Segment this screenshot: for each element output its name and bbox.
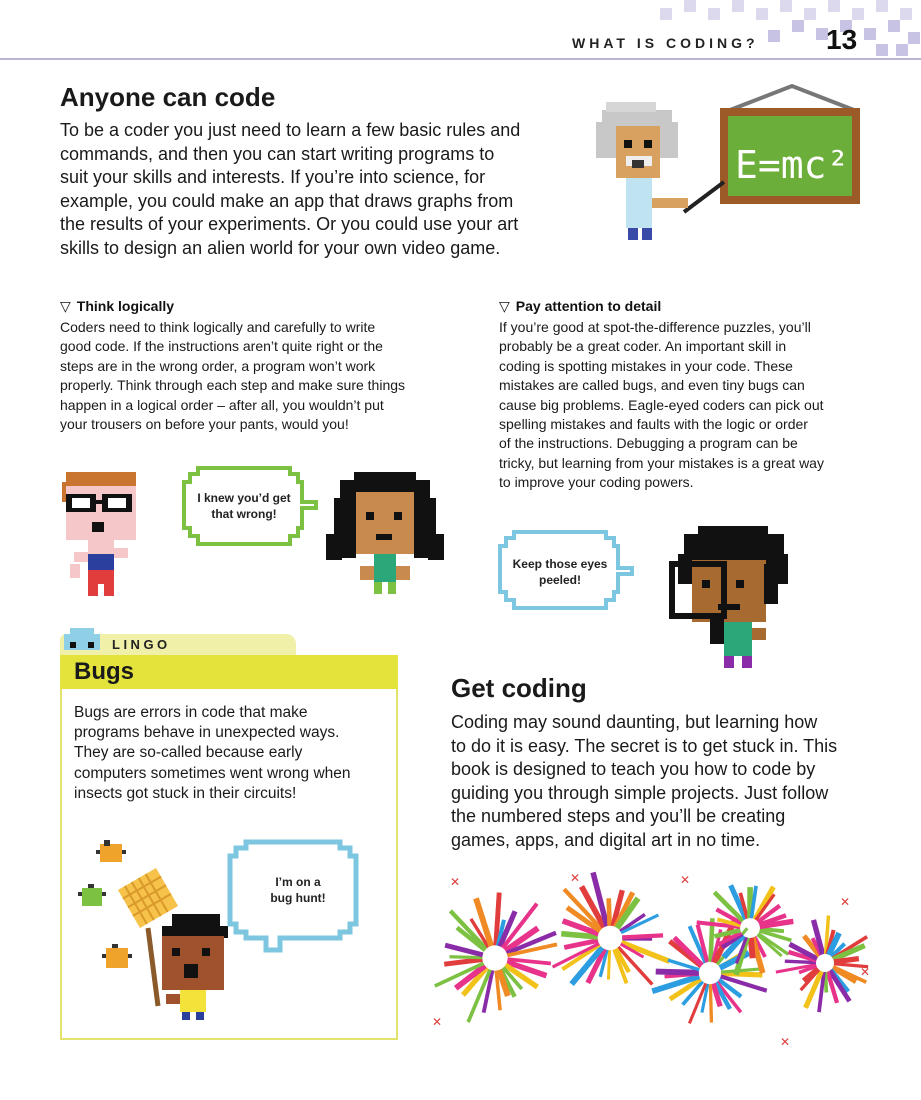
triangle-down-icon: ▽ [499, 298, 510, 314]
body-line: happen in a logical order – after all, you wouldn’t put [60, 396, 384, 413]
sparkle-icon: ✕ [432, 1015, 443, 1029]
section-heading: Get coding [451, 673, 587, 703]
section-get-coding [451, 673, 891, 852]
body-line: insects got stuck in their circuits! [74, 784, 297, 802]
bug-hunter-illustration [76, 836, 236, 1022]
body-line: guiding you through simple projects. Just follow [451, 782, 829, 803]
boy-with-glasses-illustration [58, 472, 148, 598]
body-line: the results of your experiments. Or you could use your art [60, 214, 519, 234]
body-line: programs behave in unexpected ways. [74, 724, 340, 742]
body-line: commands, and then you can start writing programs to [60, 143, 495, 164]
lingo-label: LINGO [112, 637, 171, 652]
body-line: the numbered steps and you’ll be creating [451, 806, 786, 826]
body-line: good code. If the instructions aren’t quite right or the [60, 338, 383, 355]
fireworks-illustration [420, 868, 880, 1054]
sparkle-icon: ✕ [780, 1035, 791, 1049]
body-line: example, you could make an app that draws graphs from [60, 190, 514, 211]
speech-bubble-text [244, 874, 352, 906]
body-line: suit your skills and interests. If you’re into science, for [60, 167, 486, 187]
firework-ray [609, 898, 610, 925]
firework-ray [751, 938, 753, 958]
firework-ray [721, 969, 761, 972]
sparkle-icon: ✕ [680, 873, 691, 887]
body-line: steps are in the wrong order, a program won’t work [60, 357, 376, 374]
bubble-line: Keep those eyes [512, 557, 608, 571]
subsection-heading [499, 298, 899, 315]
body-line: skills to design an alien world for your own video game. [60, 237, 501, 258]
body-line: to improve your coding powers. [499, 474, 694, 491]
bubble-line: that wrong! [211, 507, 277, 521]
body-line: Coding may sound daunting, but learning how [451, 712, 818, 732]
sparkle-icon: ✕ [570, 871, 581, 885]
page-number: 13 [826, 24, 858, 55]
board-formula: E=mc² [735, 143, 850, 187]
body-line: book is designed to teach you how to code by [451, 759, 816, 779]
firework-ray [785, 961, 816, 962]
lingo-icon [62, 626, 102, 654]
body-line: They are so-called because early [74, 744, 303, 762]
speech-bubble-text [190, 490, 298, 522]
bug-icon [102, 944, 132, 968]
boy-with-magnifier-illustration [668, 524, 794, 670]
triangle-down-icon: ▽ [60, 298, 71, 314]
body-line: To be a coder you just need to learn a few basic rules and [60, 120, 521, 140]
body-line: to do it is easy. The secret is to get stuck in. This [451, 735, 838, 756]
header-rule [0, 58, 921, 60]
firework-ray [710, 984, 711, 1022]
firework-ray [721, 973, 762, 975]
firework-ray [834, 959, 859, 962]
body-line: of the instructions. Debugging a program can be [499, 435, 798, 452]
sparkle-icon: ✕ [860, 965, 871, 979]
body-line: spelling mistakes and faults with the logic or order [499, 416, 808, 433]
subsection-heading [60, 298, 460, 315]
body-line: Bugs are errors in code that make [74, 704, 308, 721]
firework-burst [432, 871, 870, 1049]
sparkle-icon: ✕ [840, 895, 851, 909]
body-line: games, apps, and digital art in no time. [451, 829, 761, 850]
sparkle-icon: ✕ [450, 875, 461, 889]
speech-bubble-text [506, 556, 614, 588]
subsection-heading-text: Pay attention to detail [515, 298, 662, 314]
body-line: cause big problems. Eagle-eyed coders can pick out [499, 396, 824, 413]
section-anyone-can-code [60, 82, 580, 260]
running-header: WHAT IS CODING? [572, 35, 759, 51]
section-think-logically [60, 298, 460, 434]
lingo-title: Bugs [74, 658, 134, 685]
bubble-line: I knew you’d get [197, 491, 291, 505]
scientist-illustration [596, 82, 866, 244]
subsection-heading-text: Think logically [76, 298, 175, 314]
body-line: probably be a great coder. An important skill in [499, 338, 787, 355]
firework-ray [445, 945, 483, 955]
body-line: Coders need to think logically and carefully to write [60, 319, 376, 335]
body-line: computers sometimes went wrong when [74, 764, 351, 782]
body-line: your trousers on before your pants, would you! [60, 416, 349, 433]
body-line: mistakes are called bugs, and even tiny bugs can [499, 377, 805, 394]
firework-ray [622, 935, 663, 937]
girl-illustration [320, 470, 450, 596]
firework-ray [444, 960, 482, 965]
firework-ray [449, 957, 482, 958]
bug-icon [96, 840, 126, 862]
firework-ray [825, 972, 826, 993]
body-line: tricky, but learning from your mistakes is a great way [499, 454, 824, 471]
firework-ray [608, 950, 609, 979]
section-body [60, 119, 580, 260]
bug-icon [78, 884, 106, 906]
firework-ray [656, 972, 699, 973]
section-heading: Anyone can code [60, 82, 276, 112]
body-line: If you’re good at spot-the-difference puzzles, you’ll [499, 319, 811, 335]
section-pay-attention [499, 298, 899, 493]
bubble-line: I’m on a [275, 875, 321, 889]
body-line: coding is spotting mistakes in your code. These [499, 357, 793, 374]
bubble-line: peeled! [538, 573, 581, 587]
bubble-line: bug hunt! [270, 891, 326, 905]
body-line: properly. Think through each step and make sure things [60, 377, 406, 394]
lingo-body [74, 703, 390, 804]
